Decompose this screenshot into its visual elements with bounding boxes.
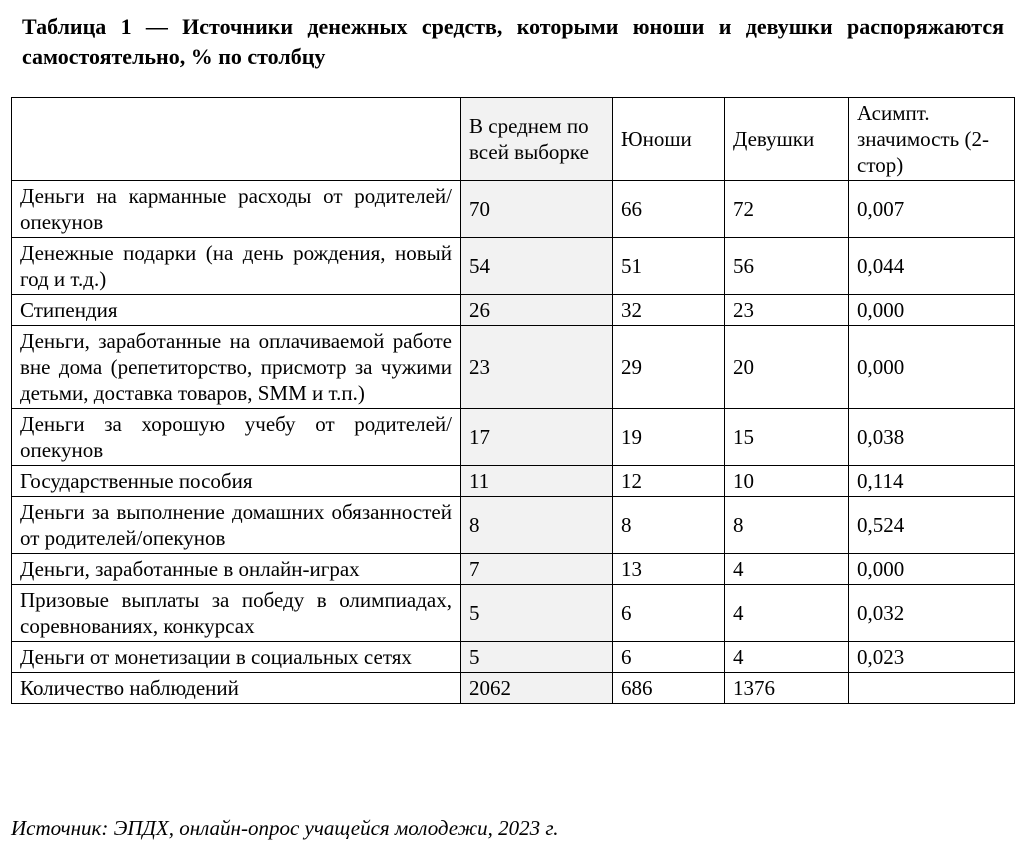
table-row [12,585,1015,642]
cell-boys: 32 [613,295,725,326]
cell-girls: 23 [725,295,849,326]
cell-girls: 8 [725,497,849,554]
cell-significance [849,673,1015,704]
cell-girls: 1376 [725,673,849,704]
header-girls: Девушки [725,98,849,181]
row-label: Деньги за выполнение домашних обязанностей от родителей/опекунов [12,497,461,554]
row-label: Количество наблюдений [12,673,461,704]
header-average: В среднем по всей выборке [461,98,613,181]
cell-significance: 0,038 [849,409,1015,466]
header-row [12,98,1015,181]
cell-average: 11 [461,466,613,497]
cell-average: 7 [461,554,613,585]
cell-significance: 0,000 [849,326,1015,409]
cell-girls: 4 [725,554,849,585]
cell-girls: 72 [725,181,849,238]
cell-boys: 66 [613,181,725,238]
cell-boys: 19 [613,409,725,466]
row-label: Деньги за хорошую учебу от родителей/опекунов [12,409,461,466]
cell-girls: 15 [725,409,849,466]
table-row [12,673,1015,704]
cell-average: 2062 [461,673,613,704]
row-label: Стипендия [12,295,461,326]
cell-average: 5 [461,642,613,673]
table-row [12,409,1015,466]
table-row [12,295,1015,326]
cell-boys: 13 [613,554,725,585]
cell-average: 70 [461,181,613,238]
cell-average: 5 [461,585,613,642]
cell-girls: 4 [725,642,849,673]
cell-girls: 10 [725,466,849,497]
row-label: Деньги, заработанные на оплачиваемой работе вне дома (репетиторство, присмотр за чужими детьми, доставка товаров, SMM и т.п.) [12,326,461,409]
cell-boys: 12 [613,466,725,497]
cell-girls: 4 [725,585,849,642]
cell-significance: 0,524 [849,497,1015,554]
cell-significance: 0,114 [849,466,1015,497]
table-caption: Таблица 1 — Источники денежных средств, которыми юноши и девушки распоряжаются самостоятельно, % по столбцу [22,14,1004,69]
cell-average: 54 [461,238,613,295]
table-row [12,238,1015,295]
table-row [12,554,1015,585]
cell-significance: 0,032 [849,585,1015,642]
row-label: Призовые выплаты за победу в олимпиадах, соревнованиях, конкурсах [12,585,461,642]
data-table [11,97,1015,704]
cell-average: 17 [461,409,613,466]
table-row [12,326,1015,409]
row-label: Денежные подарки (на день рождения, новый год и т.д.) [12,238,461,295]
header-label [12,98,461,181]
cell-significance: 0,007 [849,181,1015,238]
cell-boys: 8 [613,497,725,554]
table-row [12,181,1015,238]
header-boys: Юноши [613,98,725,181]
cell-average: 8 [461,497,613,554]
cell-boys: 29 [613,326,725,409]
header-significance: Асимпт. значимость (2-стор) [849,98,1015,181]
row-label: Деньги на карманные расходы от родителей/опекунов [12,181,461,238]
cell-average: 26 [461,295,613,326]
source-note: Источник: ЭПДХ, онлайн-опрос учащейся молодежи, 2023 г. [11,816,559,840]
cell-boys: 51 [613,238,725,295]
table-row [12,466,1015,497]
row-label: Деньги от монетизации в социальных сетях [12,642,461,673]
table-row [12,497,1015,554]
cell-boys: 686 [613,673,725,704]
cell-significance: 0,000 [849,554,1015,585]
row-label: Государственные пособия [12,466,461,497]
cell-significance: 0,023 [849,642,1015,673]
table-body [12,181,1015,704]
cell-girls: 56 [725,238,849,295]
cell-significance: 0,000 [849,295,1015,326]
cell-average: 23 [461,326,613,409]
cell-boys: 6 [613,585,725,642]
cell-girls: 20 [725,326,849,409]
row-label: Деньги, заработанные в онлайн-играх [12,554,461,585]
table-row [12,642,1015,673]
cell-boys: 6 [613,642,725,673]
cell-significance: 0,044 [849,238,1015,295]
